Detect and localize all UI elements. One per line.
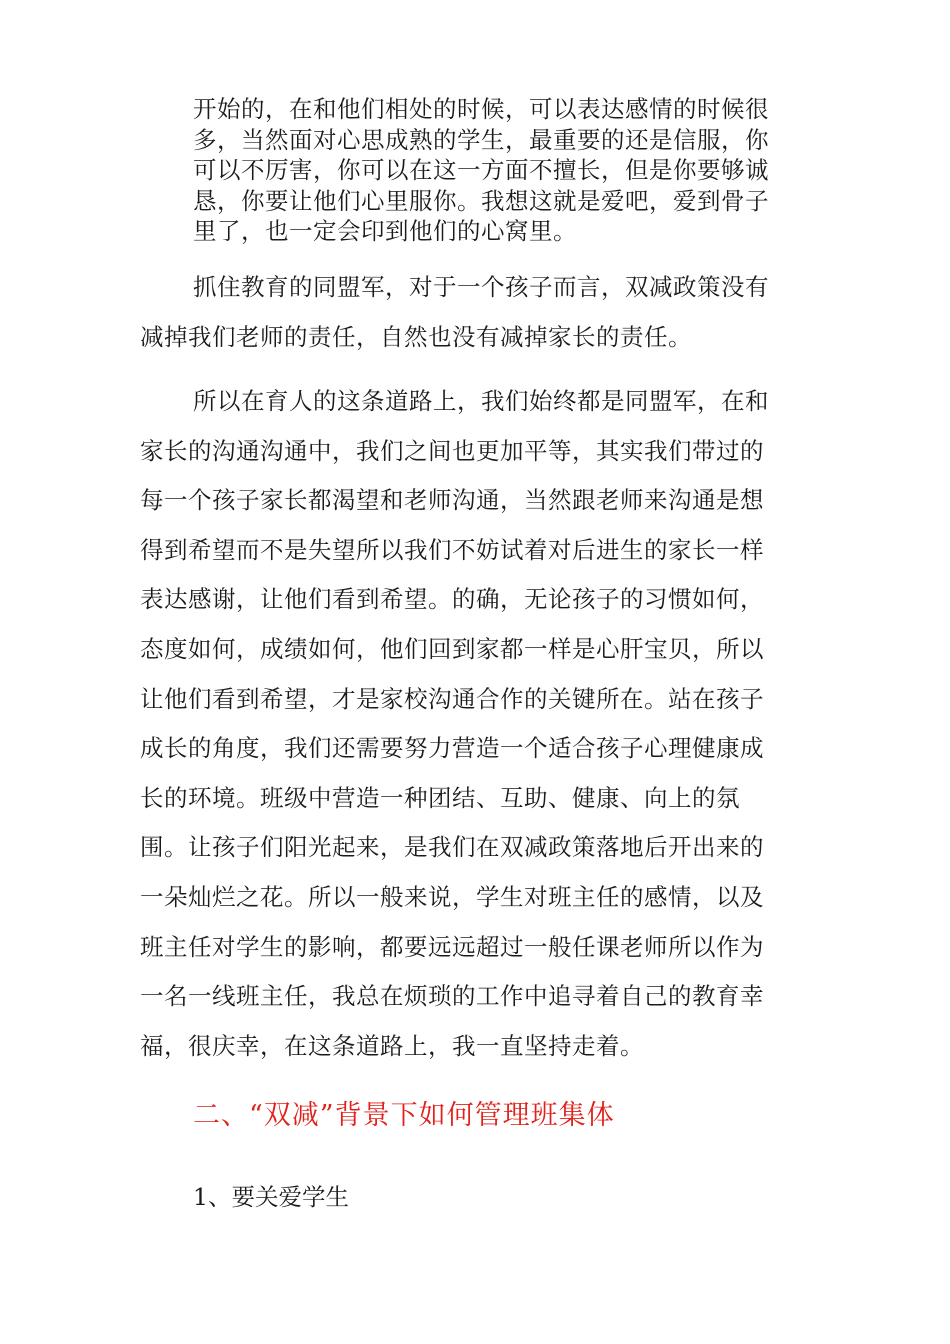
text-line: 表达感谢，让他们看到希望。的确，无论孩子的习惯如何，	[140, 585, 764, 614]
paragraph-alliance	[140, 262, 805, 362]
text-line: 所以在育人的这条道路上，我们始终都是同盟军，在和	[193, 387, 769, 415]
text-line: 每一个孩子家长都渴望和老师沟通，当然跟老师来沟通是想	[140, 486, 764, 515]
text-line: 一名一线班主任，我总在烦琐的工作中追寻着自己的教育幸	[140, 982, 764, 1011]
text-line: 成长的角度，我们还需要努力营造一个适合孩子心理健康成	[140, 734, 764, 763]
text-line: 得到希望而不是失望所以我们不妨试着对后进生的家长一样	[140, 535, 764, 564]
subsection-heading: 1、要关爱学生	[193, 1183, 349, 1211]
text-line: 围。让孩子们阳光起来，是我们在双减政策落地后开出来的	[140, 833, 764, 862]
paragraph-home-school	[140, 377, 805, 1071]
text-line: 班主任对学生的影响，都要远远超过一般任课老师所以作为	[140, 932, 764, 961]
text-line: 开始的，在和他们相处的时候，可以表达感情的时候很	[193, 95, 769, 123]
text-line: 恳，你要让他们心里服你。我想这就是爱吧，爱到骨子	[193, 186, 769, 215]
text-line: 可以不厉害，你可以在这一方面不擅长，但是你要够诚	[193, 156, 769, 184]
text-line: 让他们看到希望，才是家校沟通合作的关键所在。站在孩子	[140, 684, 764, 713]
text-line: 减掉我们老师的责任，自然也没有减掉家长的责任。	[140, 323, 692, 351]
text-line: 多，当然面对心思成熟的学生，最重要的还是信服，你	[193, 125, 769, 154]
text-line: 抓住教育的同盟军，对于一个孩子而言，双减政策没有	[193, 273, 769, 301]
text-line: 态度如何，成绩如何，他们回到家都一样是心肝宝贝，所以	[140, 634, 764, 663]
text-line: 一朵灿烂之花。所以一般来说，学生对班主任的感情，以及	[140, 882, 764, 911]
section-heading: 二、“双减”背景下如何管理班集体	[193, 1100, 615, 1131]
paragraph-continued	[193, 94, 803, 247]
text-line: 里了，也一定会印到他们的心窝里。	[193, 217, 577, 245]
text-line: 长的环境。班级中营造一种团结、互助、健康、向上的氛	[140, 783, 740, 812]
text-line: 福，很庆幸，在这条道路上，我一直坚持走着。	[140, 1031, 644, 1060]
text-line: 家长的沟通沟通中，我们之间也更加平等，其实我们带过的	[140, 436, 764, 465]
